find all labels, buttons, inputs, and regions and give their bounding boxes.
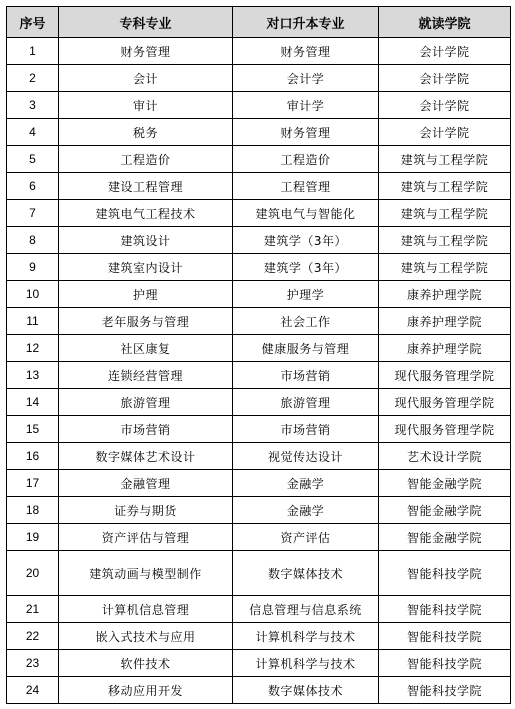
school-name: 会计学院 xyxy=(379,65,511,92)
table-row xyxy=(7,254,511,281)
table-row xyxy=(7,443,511,470)
bachelor-major: 信息管理与信息系统 xyxy=(233,596,379,623)
table-row xyxy=(7,389,511,416)
college-major: 建筑室内设计 xyxy=(59,254,233,281)
row-index: 8 xyxy=(7,227,59,254)
row-index: 11 xyxy=(7,308,59,335)
bachelor-major: 护理学 xyxy=(233,281,379,308)
school-name: 建筑与工程学院 xyxy=(379,227,511,254)
row-index: 1 xyxy=(7,38,59,65)
college-major: 金融管理 xyxy=(59,470,233,497)
table-row xyxy=(7,200,511,227)
college-major: 建设工程管理 xyxy=(59,173,233,200)
bachelor-major: 工程造价 xyxy=(233,146,379,173)
school-name: 建筑与工程学院 xyxy=(379,173,511,200)
bachelor-major: 数字媒体技术 xyxy=(233,551,379,596)
table-row xyxy=(7,308,511,335)
table-row xyxy=(7,281,511,308)
school-name: 智能科技学院 xyxy=(379,596,511,623)
school-name: 会计学院 xyxy=(379,119,511,146)
bachelor-major: 市场营销 xyxy=(233,416,379,443)
school-name: 智能科技学院 xyxy=(379,623,511,650)
school-name: 康养护理学院 xyxy=(379,281,511,308)
bachelor-major: 健康服务与管理 xyxy=(233,335,379,362)
school-name: 会计学院 xyxy=(379,92,511,119)
college-major: 社区康复 xyxy=(59,335,233,362)
row-index: 18 xyxy=(7,497,59,524)
row-index: 21 xyxy=(7,596,59,623)
row-index: 9 xyxy=(7,254,59,281)
table-row xyxy=(7,38,511,65)
college-major: 建筑动画与模型制作 xyxy=(59,551,233,596)
table-row xyxy=(7,650,511,677)
college-major: 税务 xyxy=(59,119,233,146)
table-row xyxy=(7,416,511,443)
school-name: 智能金融学院 xyxy=(379,524,511,551)
college-major: 工程造价 xyxy=(59,146,233,173)
table-row xyxy=(7,623,511,650)
row-index: 2 xyxy=(7,65,59,92)
bachelor-major: 建筑学（3年） xyxy=(233,254,379,281)
school-name: 现代服务管理学院 xyxy=(379,416,511,443)
header-college-major: 专科专业 xyxy=(59,7,233,38)
college-major: 建筑电气工程技术 xyxy=(59,200,233,227)
row-index: 7 xyxy=(7,200,59,227)
bachelor-major: 市场营销 xyxy=(233,362,379,389)
bachelor-major: 财务管理 xyxy=(233,119,379,146)
bachelor-major: 建筑学（3年） xyxy=(233,227,379,254)
row-index: 14 xyxy=(7,389,59,416)
row-index: 20 xyxy=(7,551,59,596)
college-major: 移动应用开发 xyxy=(59,677,233,704)
school-name: 康养护理学院 xyxy=(379,335,511,362)
row-index: 4 xyxy=(7,119,59,146)
table-row xyxy=(7,146,511,173)
college-major: 计算机信息管理 xyxy=(59,596,233,623)
school-name: 艺术设计学院 xyxy=(379,443,511,470)
college-major: 审计 xyxy=(59,92,233,119)
row-index: 19 xyxy=(7,524,59,551)
college-major: 会计 xyxy=(59,65,233,92)
table-row xyxy=(7,596,511,623)
table-row xyxy=(7,119,511,146)
bachelor-major: 资产评估 xyxy=(233,524,379,551)
college-major: 护理 xyxy=(59,281,233,308)
college-major: 资产评估与管理 xyxy=(59,524,233,551)
bachelor-major: 社会工作 xyxy=(233,308,379,335)
table-row xyxy=(7,524,511,551)
table-row xyxy=(7,335,511,362)
school-name: 智能科技学院 xyxy=(379,551,511,596)
school-name: 智能科技学院 xyxy=(379,677,511,704)
bachelor-major: 计算机科学与技术 xyxy=(233,623,379,650)
school-name: 现代服务管理学院 xyxy=(379,362,511,389)
college-major: 建筑设计 xyxy=(59,227,233,254)
school-name: 康养护理学院 xyxy=(379,308,511,335)
table-row xyxy=(7,173,511,200)
header-index: 序号 xyxy=(7,7,59,38)
row-index: 6 xyxy=(7,173,59,200)
header-row xyxy=(7,7,511,38)
major-mapping-table xyxy=(6,6,511,704)
table-row xyxy=(7,362,511,389)
header-bachelor-major: 对口升本专业 xyxy=(233,7,379,38)
bachelor-major: 会计学 xyxy=(233,65,379,92)
row-index: 13 xyxy=(7,362,59,389)
college-major: 旅游管理 xyxy=(59,389,233,416)
college-major: 财务管理 xyxy=(59,38,233,65)
table-row xyxy=(7,65,511,92)
bachelor-major: 视觉传达设计 xyxy=(233,443,379,470)
row-index: 23 xyxy=(7,650,59,677)
table-row xyxy=(7,470,511,497)
table-body xyxy=(7,38,511,704)
row-index: 24 xyxy=(7,677,59,704)
row-index: 15 xyxy=(7,416,59,443)
table-row xyxy=(7,497,511,524)
college-major: 市场营销 xyxy=(59,416,233,443)
bachelor-major: 旅游管理 xyxy=(233,389,379,416)
table-row xyxy=(7,227,511,254)
school-name: 建筑与工程学院 xyxy=(379,200,511,227)
college-major: 软件技术 xyxy=(59,650,233,677)
bachelor-major: 审计学 xyxy=(233,92,379,119)
bachelor-major: 工程管理 xyxy=(233,173,379,200)
row-index: 22 xyxy=(7,623,59,650)
school-name: 智能金融学院 xyxy=(379,470,511,497)
bachelor-major: 金融学 xyxy=(233,497,379,524)
bachelor-major: 计算机科学与技术 xyxy=(233,650,379,677)
school-name: 智能科技学院 xyxy=(379,650,511,677)
college-major: 老年服务与管理 xyxy=(59,308,233,335)
table-row xyxy=(7,92,511,119)
row-index: 5 xyxy=(7,146,59,173)
school-name: 建筑与工程学院 xyxy=(379,146,511,173)
bachelor-major: 金融学 xyxy=(233,470,379,497)
row-index: 16 xyxy=(7,443,59,470)
bachelor-major: 建筑电气与智能化 xyxy=(233,200,379,227)
table-row xyxy=(7,551,511,596)
college-major: 连锁经营管理 xyxy=(59,362,233,389)
college-major: 证券与期货 xyxy=(59,497,233,524)
bachelor-major: 财务管理 xyxy=(233,38,379,65)
bachelor-major: 数字媒体技术 xyxy=(233,677,379,704)
school-name: 建筑与工程学院 xyxy=(379,254,511,281)
row-index: 10 xyxy=(7,281,59,308)
school-name: 现代服务管理学院 xyxy=(379,389,511,416)
row-index: 3 xyxy=(7,92,59,119)
school-name: 智能金融学院 xyxy=(379,497,511,524)
college-major: 数字媒体艺术设计 xyxy=(59,443,233,470)
school-name: 会计学院 xyxy=(379,38,511,65)
header-school: 就读学院 xyxy=(379,7,511,38)
row-index: 12 xyxy=(7,335,59,362)
college-major: 嵌入式技术与应用 xyxy=(59,623,233,650)
row-index: 17 xyxy=(7,470,59,497)
table-row xyxy=(7,677,511,704)
